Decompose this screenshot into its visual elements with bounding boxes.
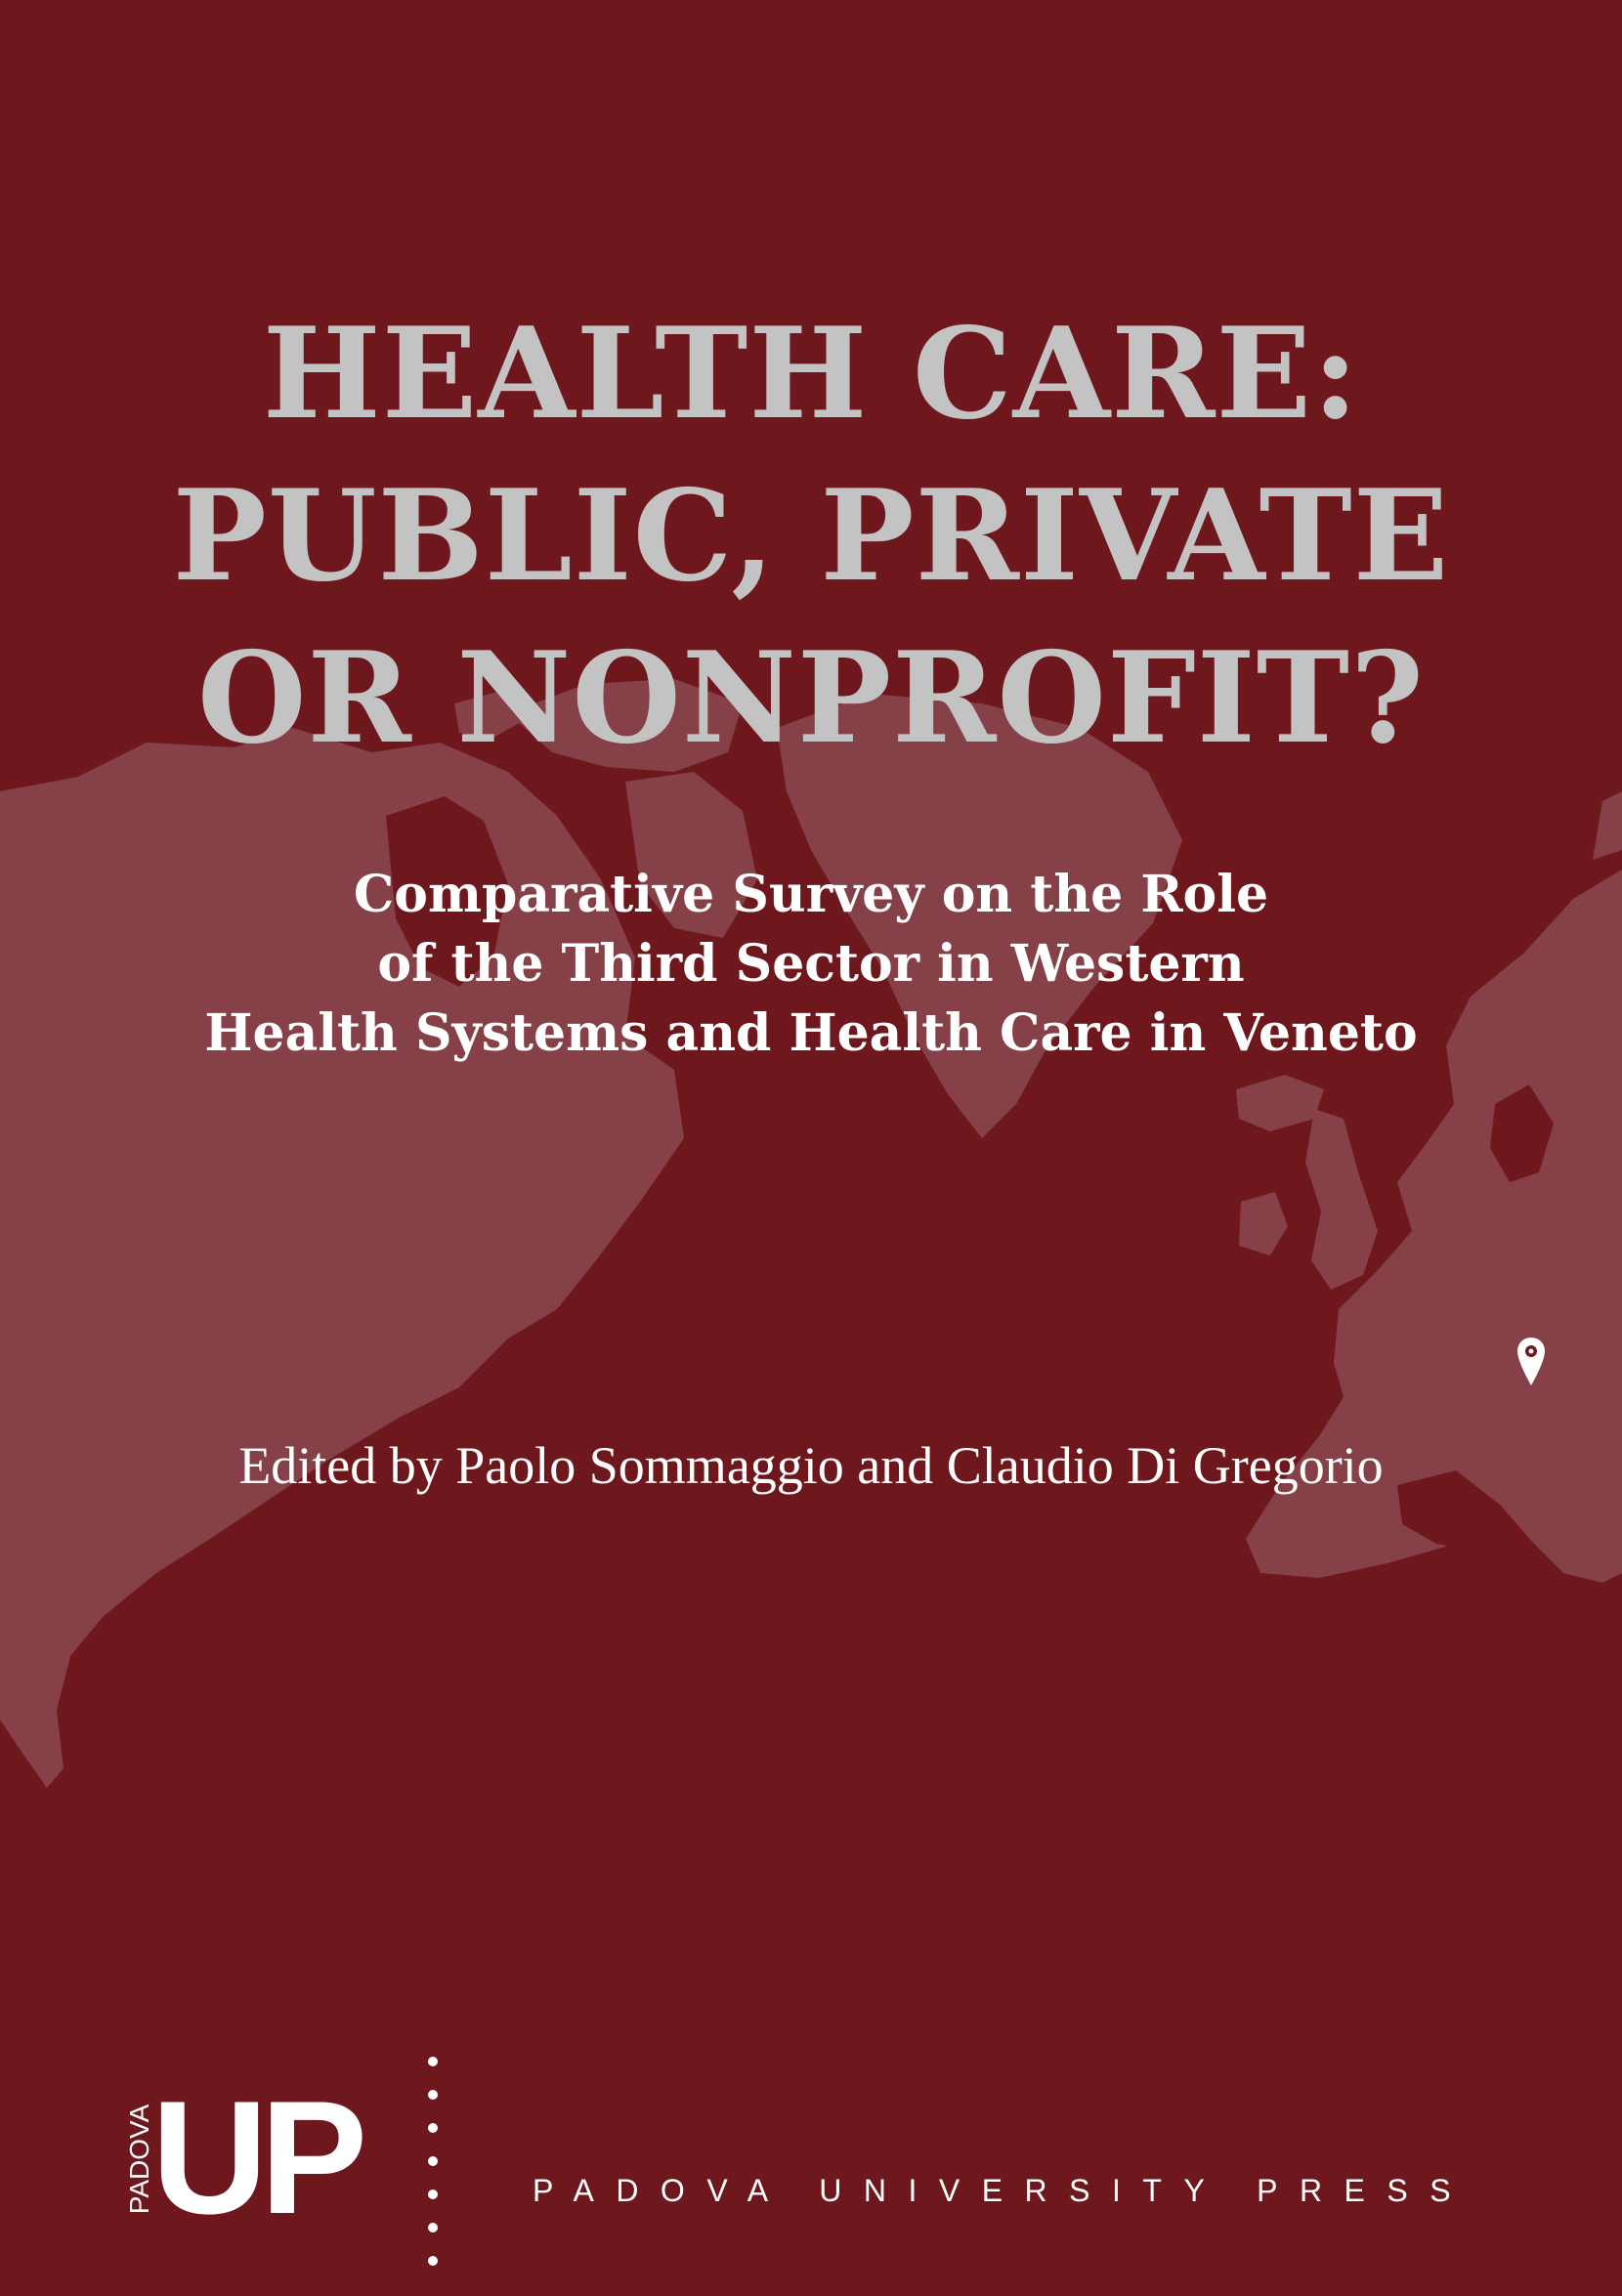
book-title [0, 293, 1622, 780]
book-subtitle [0, 860, 1622, 1068]
iceland-shape [1236, 1075, 1324, 1131]
publisher-name: PADOVA UNIVERSITY PRESS [533, 2173, 1473, 2208]
north-europe-shape [1593, 791, 1622, 860]
divider-dot [428, 2156, 438, 2166]
subtitle-line-3: Health Systems and Health Care in Veneto [204, 1003, 1418, 1063]
divider-dot [428, 2256, 438, 2266]
divider-dot [428, 2123, 438, 2133]
title-line-3: OR NONPROFIT? [196, 625, 1426, 772]
editors-credit: Edited by Paolo Sommaggio and Claudio Di Gregorio [238, 1436, 1384, 1495]
map-pin-icon [1516, 1337, 1546, 1387]
title-line-2: PUBLIC, PRIVATE [172, 463, 1450, 610]
divider-dot [428, 2090, 438, 2100]
title-line-1: HEALTH CARE: [262, 301, 1360, 447]
ireland-shape [1239, 1192, 1288, 1255]
subtitle-line-1: Comparative Survey on the Role [353, 865, 1269, 924]
divider-dot [428, 2190, 438, 2199]
logo-up-mark: UP [151, 2067, 361, 2247]
britain-shape [1305, 1109, 1378, 1290]
subtitle-line-2: of the Third Sector in Western [377, 934, 1245, 994]
logo-padova-label: PADOVA [124, 2104, 154, 2215]
divider-dot [428, 2223, 438, 2232]
dotted-divider [426, 2052, 440, 2286]
divider-dot [428, 2057, 438, 2066]
publisher-logo [122, 2067, 361, 2247]
